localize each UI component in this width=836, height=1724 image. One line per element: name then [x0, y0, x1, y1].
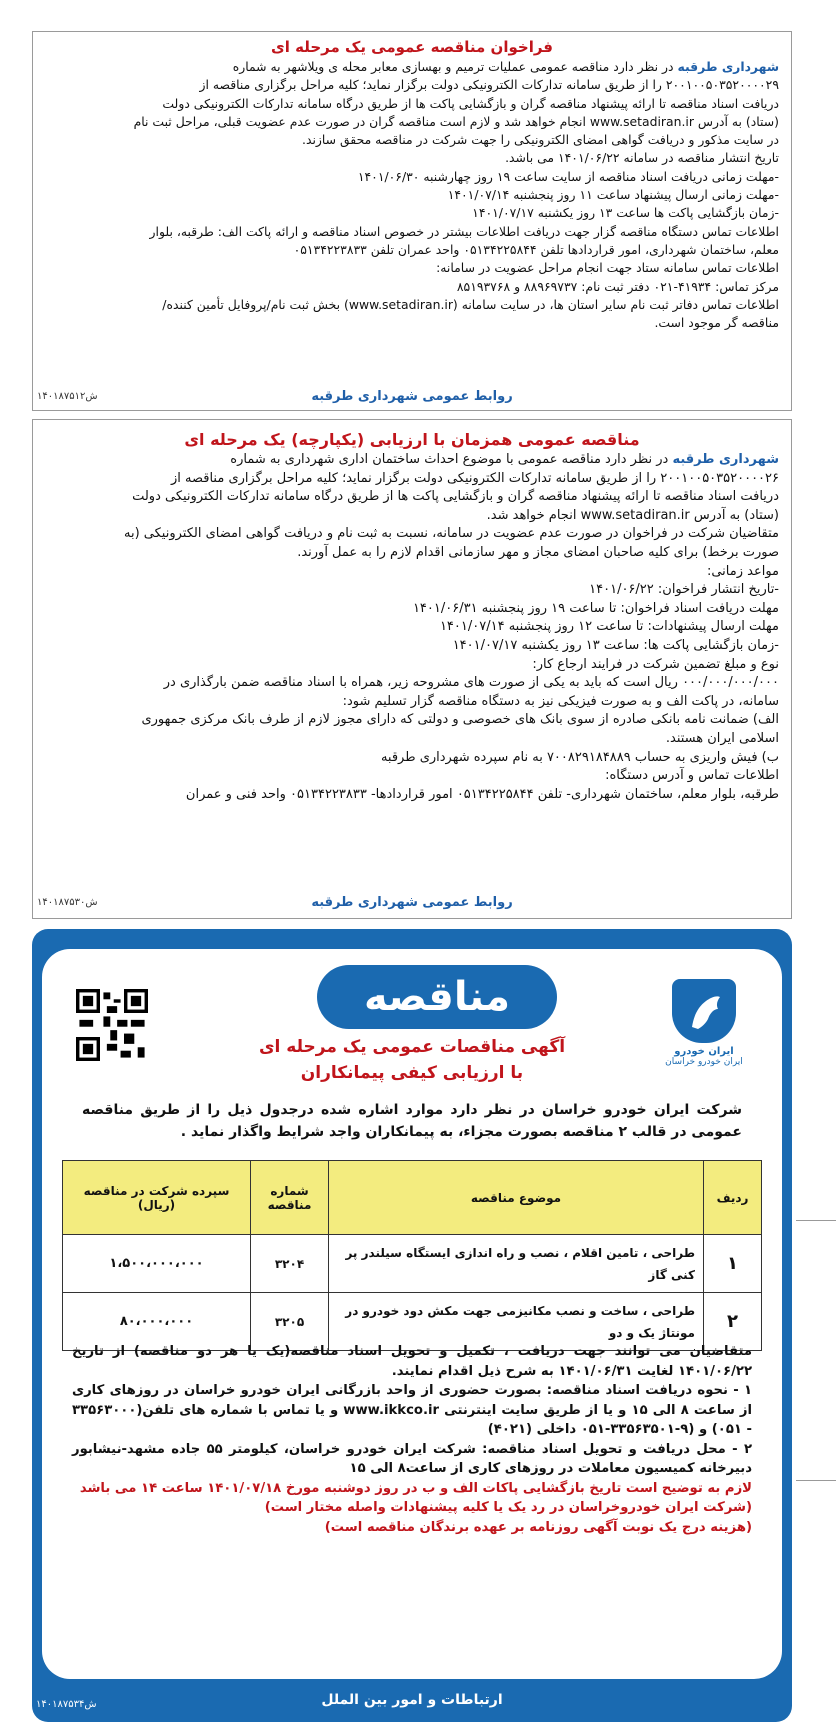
notice-line: متقاضیان شرکت در فراخوان در صورت عدم عضویت در سامانه، نسبت به ثبت نام و دریافت گواهی امضای الکترونیکی (به [124, 526, 779, 542]
notice-line: در سایت مذکور و دریافت گواهی امضای الکترونیکی را جهت شرکت در مناقصه محقق سازند. [302, 132, 779, 148]
column-header: ردیف [704, 1161, 762, 1235]
tender-notice-road-repair [32, 31, 792, 411]
tender-deposit: ۸۰،۰۰۰،۰۰۰ [63, 1293, 251, 1351]
ad-headline: آگهی مناقصات عمومی یک مرحله ای [258, 1037, 566, 1057]
public-relations-signature: روابط عمومی شهرداری طرقبه [311, 389, 513, 404]
notice-body [33, 56, 791, 332]
notice-line: تاریخ انتشار مناقصه در سامانه ۱۴۰۱/۰۶/۲۲ می باشد. [505, 150, 779, 166]
horse-head-icon [672, 979, 736, 1043]
red-note: (هزینه درج یک نوبت آگهی روزنامه بر عهده برندگان مناقصه است) [324, 1519, 752, 1535]
tender-banner: مناقصه [317, 965, 557, 1029]
notice-line: مرکز تماس: ۴۱۹۳۴-۰۲۱ دفتر ثبت نام: ۸۸۹۶۹۷۳۷ و ۸۵۱۹۳۷۶۸ [456, 278, 779, 294]
tender-subject: طراحی ، تامین اقلام ، نصب و راه اندازی ایستگاه سیلندر پر کنی گاز [329, 1235, 704, 1293]
table-row [63, 1235, 762, 1293]
logo-caption: ایران خودرو [674, 1046, 734, 1057]
municipality-name: شهرداری طرقبه [672, 452, 779, 467]
notice-line: مناقصه گر موجود است. [654, 315, 779, 331]
row-number: ۲ [704, 1293, 762, 1351]
notice-line: ۰۰۰/۰۰۰/۰۰۰/۰۰۰ ریال است که باید به یکی از صورت های مشروحه زیر، همراه با اسناد مناقصه ضمن بارگذاری در [163, 675, 779, 691]
red-note: لازم به توضیح است تاریخ بازگشایی پاکات الف و ب در روز دوشنبه مورخ ۱۴۰۱/۰۷/۱۸ ساعت ۱۴ می باشد [79, 1480, 752, 1496]
notice-line: اطلاعات تماس سامانه ستاد جهت انجام مراحل عضویت در سامانه: [436, 260, 779, 276]
iran-khodro-tender-ad [32, 929, 792, 1722]
ad-details [72, 1342, 752, 1537]
notice-line: مهلت دریافت اسناد فراخوان: تا ساعت ۱۹ روز پنجشنبه ۱۴۰۱/۰۶/۳۱ [412, 600, 779, 616]
notice-line: سامانه، در پاکت الف و به صورت فیزیکی نیز به دستگاه مناقصه گزار تسلیم شود: [342, 693, 779, 709]
notice-line: دریافت اسناد مناقصه تا ارائه پیشنهاد مناقصه گران و بازگشایی پاکت ها از طریق درگاه سامانه تدارکات الکترونیکی دولت [162, 95, 779, 111]
notice-title: فراخوان مناقصه عمومی یک مرحله ای [270, 38, 553, 56]
notice-line: اطلاعات تماس دستگاه مناقصه گزار جهت دریافت اطلاعات بیشتر در خصوص اسناد مناقصه و ارائه پاکت الف: طرقبه، بلوار [149, 223, 779, 239]
notice-line: ۲۰۰۱۰۰۵۰۳۵۲۰۰۰۰۲۹ را از طریق سامانه تدارکات الکترونیکی دولت برگزار نماید؛ کلیه مراحل برگزاری مناقصه از [199, 77, 779, 93]
notice-line: صورت برخط) برای کلیه صاحبان امضای مجاز و مهر سازمانی اقدام لازم را به عمل آورند. [297, 544, 779, 560]
notice-line: ب) فیش واریزی به حساب ۷۰۰۸۲۹۱۸۴۸۸۹ به نام سپرده شهرداری طرقبه [380, 749, 779, 765]
column-header: سپرده شرکت در مناقصه (ریال) [63, 1161, 251, 1235]
notice-line: اطلاعات تماس دفاتر ثبت نام سایر استان ها، در سایت سامانه (www.setadiran.ir) بخش ثبت نام/پروفایل تأمین کننده/ [162, 296, 779, 312]
notice-line: -زمان بازگشایی پاکت ها: ساعت ۱۳ روز یکشنبه ۱۴۰۱/۰۷/۱۷ [452, 637, 779, 653]
notice-line: اسلامی ایران هستند. [665, 730, 779, 746]
detail-paragraph: ۱ - نحوه دریافت اسناد مناقصه: بصورت حضوری از واحد بازرگانی ایران خودرو خراسان در روزهای کاری از ساعت ۸ الی ۱۵ و یا از طریق سایت اینترنتی www.ikkco.ir و یا تماس با شماره های تلفن(۳۳۵۶۳۰۰۰ - ۰۵۱) و (۹-۳۳۵۶۳۵۰۱-۰۵۱ داخلی (۴۰۲۱) [72, 1383, 753, 1437]
notice-line: الف) ضمانت نامه بانکی صادره از سوی بانک های خصوصی و دولتی که دارای مجوز لازم از طرف بانک مرکزی جمهوری [141, 712, 779, 728]
column-header: شماره مناقصه [251, 1161, 329, 1235]
tender-deposit: ۱،۵۰۰،۰۰۰،۰۰۰ [63, 1235, 251, 1293]
notice-line: -مهلت زمانی دریافت اسناد مناقصه از سایت ساعت ۱۹ روز چهارشنبه ۱۴۰۱/۰۶/۳۰ [357, 168, 779, 184]
notice-line: در نظر دارد مناقصه عمومی عملیات ترمیم و بهسازی معابر محله ی ویلاشهر به شماره [232, 59, 674, 74]
tender-number: ۳۲۰۴ [251, 1235, 329, 1293]
tender-table [62, 1160, 762, 1351]
logo-subcaption: ایران خودرو خراسان [665, 1057, 743, 1067]
ad-code: ش۱۴۰۱۸۷۵۱۲ [37, 391, 98, 402]
row-number: ۱ [704, 1235, 762, 1293]
column-header: موضوع مناقصه [329, 1161, 704, 1235]
notice-line: دریافت اسناد مناقصه تا ارائه پیشنهاد مناقصه گران و بازگشایی پاکت ها از طریق درگاه سامانه تدارکات الکترونیکی دولت [132, 489, 779, 505]
notice-line: -تاریخ انتشار فراخوان: ۱۴۰۱/۰۶/۲۲ [589, 582, 779, 598]
notice-line: اطلاعات تماس و آدرس دستگاه: [605, 768, 779, 784]
communications-department: ارتباطات و امور بین الملل [321, 1692, 503, 1708]
notice-line: (ستاد) به آدرس www.setadiran.ir انجام خواهد شد و لازم است مناقصه گران در صورت عدم عضویت قبلی، مراحل ثبت نام [133, 113, 779, 129]
notice-body [33, 449, 791, 804]
notice-line: -مهلت زمانی ارسال پیشنهاد ساعت ۱۱ روز پنجشنبه ۱۴۰۱/۰۷/۱۴ [447, 187, 779, 203]
notice-line: نوع و مبلغ تضمین شرکت در فرایند ارجاع کار: [532, 656, 779, 672]
red-note: (شرکت ایران خودروخراسان در رد یک یا کلیه پیشنهادات واصله مختار است) [264, 1500, 752, 1515]
notice-line: طرقبه، بلوار معلم، ساختمان شهرداری- تلفن ۰۵۱۳۴۲۲۵۸۴۴ امور قراردادها- ۰۵۱۳۴۲۲۳۸۳۳ واحد فنی و عمران [185, 786, 779, 802]
divider [796, 1480, 836, 1481]
detail-paragraph: ۲ - محل دریافت و تحویل اسناد مناقصه: شرکت ایران خودرو خراسان، کیلومتر ۵۵ جاده مشهد-نیشابور دبیرخانه کمیسیون معاملات در روزهای کاری از ساعت۸ الی ۱۵ [72, 1441, 753, 1476]
notice-title: مناقصه عمومی همزمان با ارزیابی (یکپارچه) یک مرحله ای [184, 430, 640, 449]
ad-content [42, 949, 782, 1679]
notice-line: -زمان بازگشایی پاکت ها ساعت ۱۳ روز یکشنبه ۱۴۰۱/۰۷/۱۷ [472, 205, 779, 221]
detail-paragraph: متقاضیان می توانند جهت دریافت ، تکمیل و تحویل اسناد مناقصه(یک یا هر دو مناقصه) از تاریخ ۱۴۰۱/۰۶/۲۲ لغایت ۱۴۰۱/۰۶/۳۱ به شرح ذیل اقدام نمایند. [72, 1344, 752, 1379]
divider [796, 1220, 836, 1221]
notice-line: مهلت ارسال پیشنهادات: تا ساعت ۱۲ روز پنجشنبه ۱۴۰۱/۰۷/۱۴ [439, 619, 779, 635]
tender-subject: طراحی ، ساخت و نصب مکانیزمی جهت مکش دود خودرو در مونتاژ یک و دو [329, 1293, 704, 1351]
ad-code: ش۱۴۰۱۸۷۵۳۴ [36, 1699, 97, 1710]
ad-subheadline: با ارزیابی کیفی پیمانکاران [300, 1063, 524, 1083]
notice-line: مواعد زمانی: [706, 563, 779, 579]
ad-code: ش۱۴۰۱۸۷۵۳۰ [37, 897, 98, 908]
public-relations-signature: روابط عمومی شهرداری طرقبه [311, 895, 513, 910]
municipality-name: شهرداری طرقبه [677, 59, 779, 74]
tender-number: ۳۲۰۵ [251, 1293, 329, 1351]
notice-line: در نظر دارد مناقصه عمومی با موضوع احداث ساختمان اداری شهرداری به شماره [230, 452, 669, 467]
ad-intro: شرکت ایران خودرو خراسان در نظر دارد موارد اشاره شده درجدول ذیل را از طریق مناقصه عمومی در قالب ۲ مناقصه بصورت مجزاء، به پیمانکاران واجد شرایط واگذار نماید . [82, 1102, 742, 1140]
notice-line: معلم، ساختمان شهرداری، امور قراردادها تلفن ۰۵۱۳۴۲۲۵۸۴۴ واحد عمران تلفن ۰۵۱۳۴۲۲۳۸۳۳ [293, 241, 779, 257]
notice-line: ۲۰۰۱۰۰۵۰۳۵۲۰۰۰۰۲۶ را از طریق سامانه تدارکات الکترونیکی دولت برگزار نماید؛ کلیه مراحل برگزاری مناقصه از [170, 470, 779, 486]
tender-notice-office-building [32, 419, 792, 919]
notice-line: (ستاد) به آدرس www.setadiran.ir انجام خواهد شد. [486, 507, 779, 523]
